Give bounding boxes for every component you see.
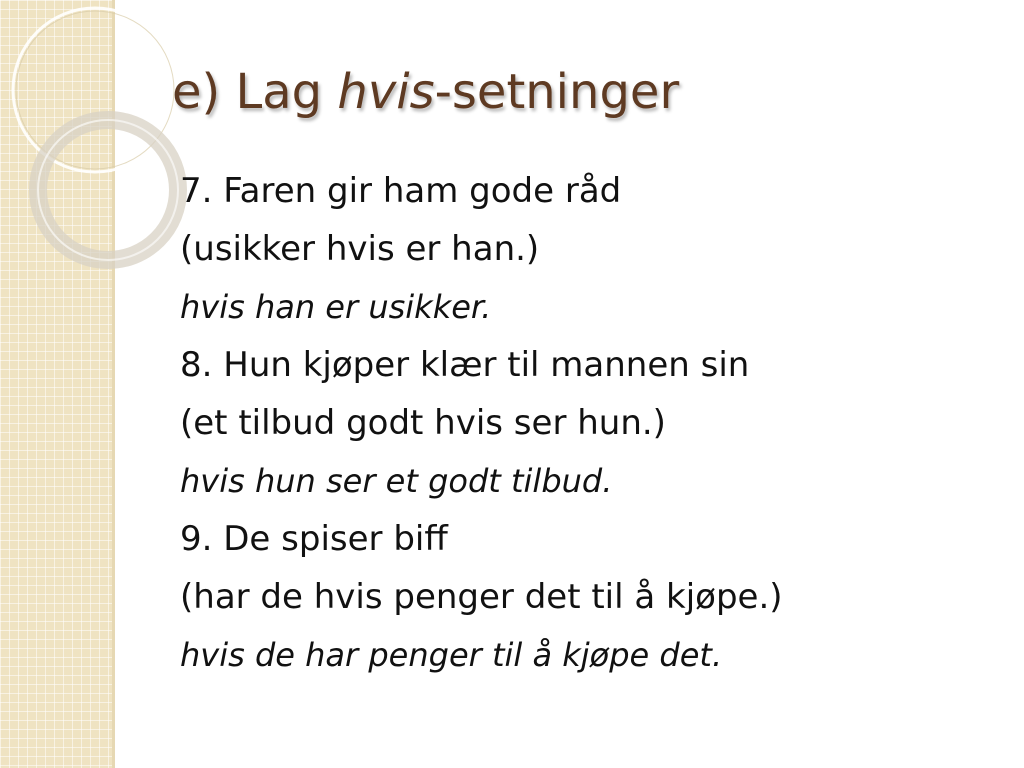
slide-title <box>172 66 679 119</box>
exercise-list <box>180 162 1000 684</box>
exercise-7-sentence: 7. Faren gir ham gode råd <box>180 171 622 211</box>
title-prefix: e) Lag <box>172 64 338 120</box>
title-emphasis: hvis <box>337 64 435 120</box>
exercise-8-scrambled-words: (et tilbud godt hvis ser hun.) <box>180 403 666 443</box>
exercise-9-answer: hvis de har penger til å kjøpe det. <box>180 636 723 674</box>
exercise-8-sentence: 8. Hun kjøper klær til mannen sin <box>180 345 750 385</box>
decorative-side-panel <box>0 0 112 768</box>
exercise-9-sentence: 9. De spiser biff <box>180 519 448 559</box>
side-panel-border <box>112 0 115 768</box>
exercise-9-scrambled-words: (har de hvis penger det til å kjøpe.) <box>180 577 783 617</box>
exercise-8-answer: hvis hun ser et godt tilbud. <box>180 462 613 500</box>
title-suffix: -setninger <box>434 64 680 120</box>
exercise-7-scrambled-words: (usikker hvis er han.) <box>180 229 540 269</box>
exercise-7-answer: hvis han er usikker. <box>180 288 492 326</box>
